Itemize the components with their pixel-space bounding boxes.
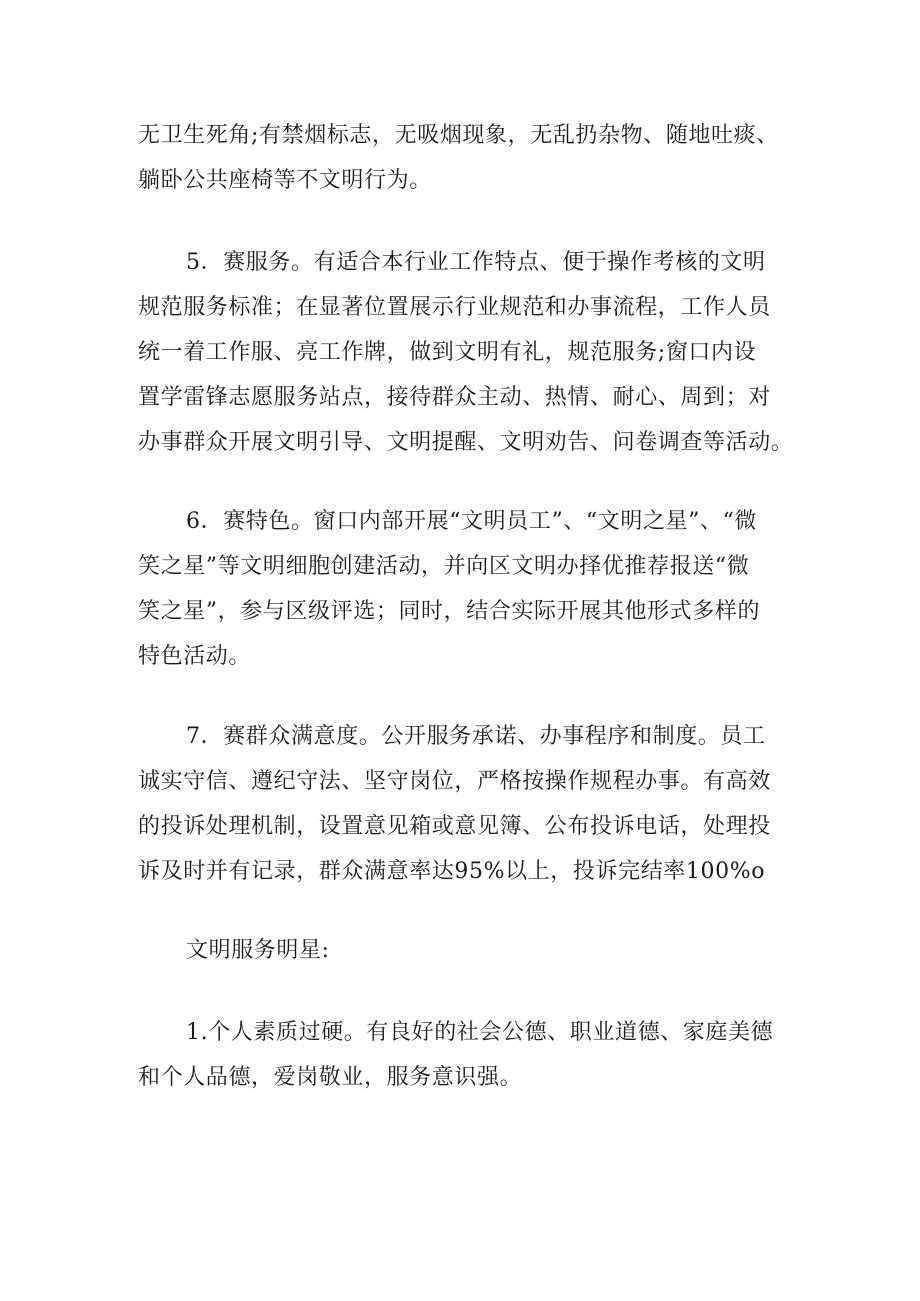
paragraph-line: 诚实守信、遵纪守法、坚守岗位，严格按操作规程办事。有高效 [138,769,771,794]
paragraph-line: 5．赛服务。有适合本行业工作特点、便于操作考核的文明 [186,250,766,275]
paragraph-line: 7．赛群众满意度。公开服务承诺、办事程序和制度。员工 [186,724,766,749]
paragraph-line: 无卫生死角;有禁烟标志，无吸烟现象，无乱扔杂物、随地吐痰、 [138,123,779,148]
paragraph-line: 特色活动。 [138,644,252,669]
paragraph-line: 置学雷锋志愿服务站点，接待群众主动、热情、耐心、周到；对 [138,385,771,410]
paragraph-line: 和个人品德，爱岗敬业，服务意识强。 [138,1065,523,1090]
paragraph-line: 诉及时并有记录，群众满意率达95%以上，投诉完结率100%o [138,859,766,884]
paragraph-line: 笑之星”，参与区级评选；同时，结合实际开展其他形式多样的 [138,599,761,624]
paragraph-line: 的投诉处理机制，设置意见箱或意见簿、公布投诉电话，处理投 [138,814,771,839]
paragraph-line: 办事群众开展文明引导、文明提醒、文明劝告、问卷调查等活动。 [138,430,794,455]
paragraph-line: 规范服务标准；在显著位置展示行业规范和办事流程，工作人员 [138,295,771,320]
paragraph-line: 6．赛特色。窗口内部开展“文明员工”、“文明之星”、“微 [186,509,758,534]
paragraph-line: 统一着工作服、亮工作牌，做到文明有礼，规范服务;窗口内设 [138,340,757,365]
paragraph-line: 笑之星”等文明细胞创建活动，并向区文明办择优推荐报送“微 [138,554,750,579]
section-heading: 文明服务明星: [186,938,330,963]
paragraph-line: 1.个人素质过硬。有良好的社会公德、职业道德、家庭美德 [186,1020,774,1045]
paragraph-line: 躺卧公共座椅等不文明行为。 [138,168,432,193]
